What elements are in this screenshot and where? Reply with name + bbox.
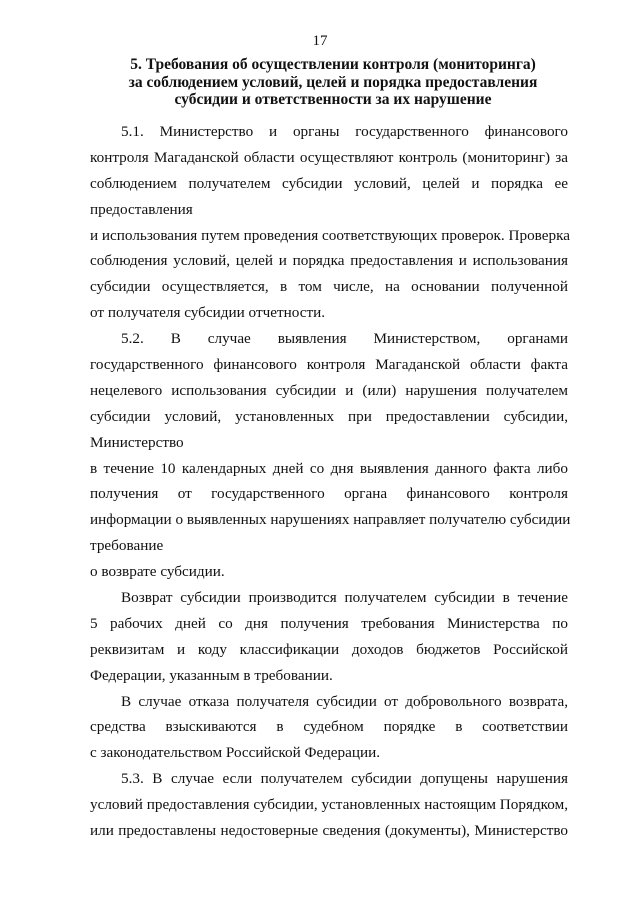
page-number: 17: [312, 33, 328, 49]
body-line: о возврате субсидии.: [90, 563, 225, 581]
body-line: Федерации, указанным в требовании.: [90, 666, 333, 684]
body-line: от получателя субсидии отчетности.: [90, 304, 326, 322]
section-heading-line: за соблюдением условий, целей и порядка предоставления: [128, 73, 538, 91]
body-line: 5.3. В случае если получателем субсидии допущены нарушения: [121, 770, 568, 788]
body-line: 5 рабочих дней со дня получения требования Министерства по: [90, 614, 568, 632]
body-line: предоставления: [90, 200, 193, 218]
section-heading: [90, 56, 576, 109]
body-line: Возврат субсидии производится получателем субсидии в течение: [121, 589, 568, 607]
section-heading-line: субсидии и ответственности за их нарушение: [174, 91, 492, 108]
body-line: нецелевого использования субсидии и (или) нарушения получателем: [90, 381, 568, 399]
body-line: с законодательством Российской Федерации.: [90, 744, 381, 762]
section-body: [90, 119, 571, 844]
body-line: субсидии осуществляется, в том числе, на основании полученной: [90, 278, 568, 296]
body-line: В случае отказа получателя субсидии от добровольного возврата,: [121, 692, 568, 710]
body-line: информации о выявленных нарушениях направляет получателю субсидии: [90, 511, 571, 529]
body-line: контроля Магаданской области осуществляют контроль (мониторинг) за: [90, 148, 568, 166]
body-line: реквизитам и коду классификации доходов бюджетов Российской: [90, 640, 568, 658]
body-line: Министерство: [90, 433, 184, 451]
body-line: условий предоставления субсидии, установленных настоящим Порядком,: [90, 796, 568, 814]
body-line: в течение 10 календарных дней со дня выявления данного факта либо: [90, 459, 568, 477]
section-heading-line: 5. Требования об осуществлении контроля (мониторинга): [130, 56, 536, 73]
body-line: 5.1. Министерство и органы государственного финансового: [121, 123, 568, 140]
body-line: государственного финансового контроля Магаданской области факта: [90, 356, 568, 374]
body-line: и использования путем проведения соответствующих проверок. Проверка: [90, 226, 570, 244]
body-line: соблюдением получателем субсидии условий, целей и порядка ее: [90, 174, 568, 192]
body-line: или предоставлены недостоверные сведения (документы), Министерство: [90, 822, 568, 840]
body-line: средства взыскиваются в судебном порядке в соответствии: [90, 718, 568, 736]
body-line: субсидии условий, установленных при предоставлении субсидии,: [90, 407, 568, 425]
body-line: 5.2. В случае выявления Министерством, органами: [121, 330, 568, 348]
body-line: получения от государственного органа финансового контроля: [90, 485, 568, 503]
body-line: требование: [90, 537, 164, 555]
body-line: соблюдения условий, целей и порядка предоставления и использования: [90, 252, 568, 270]
